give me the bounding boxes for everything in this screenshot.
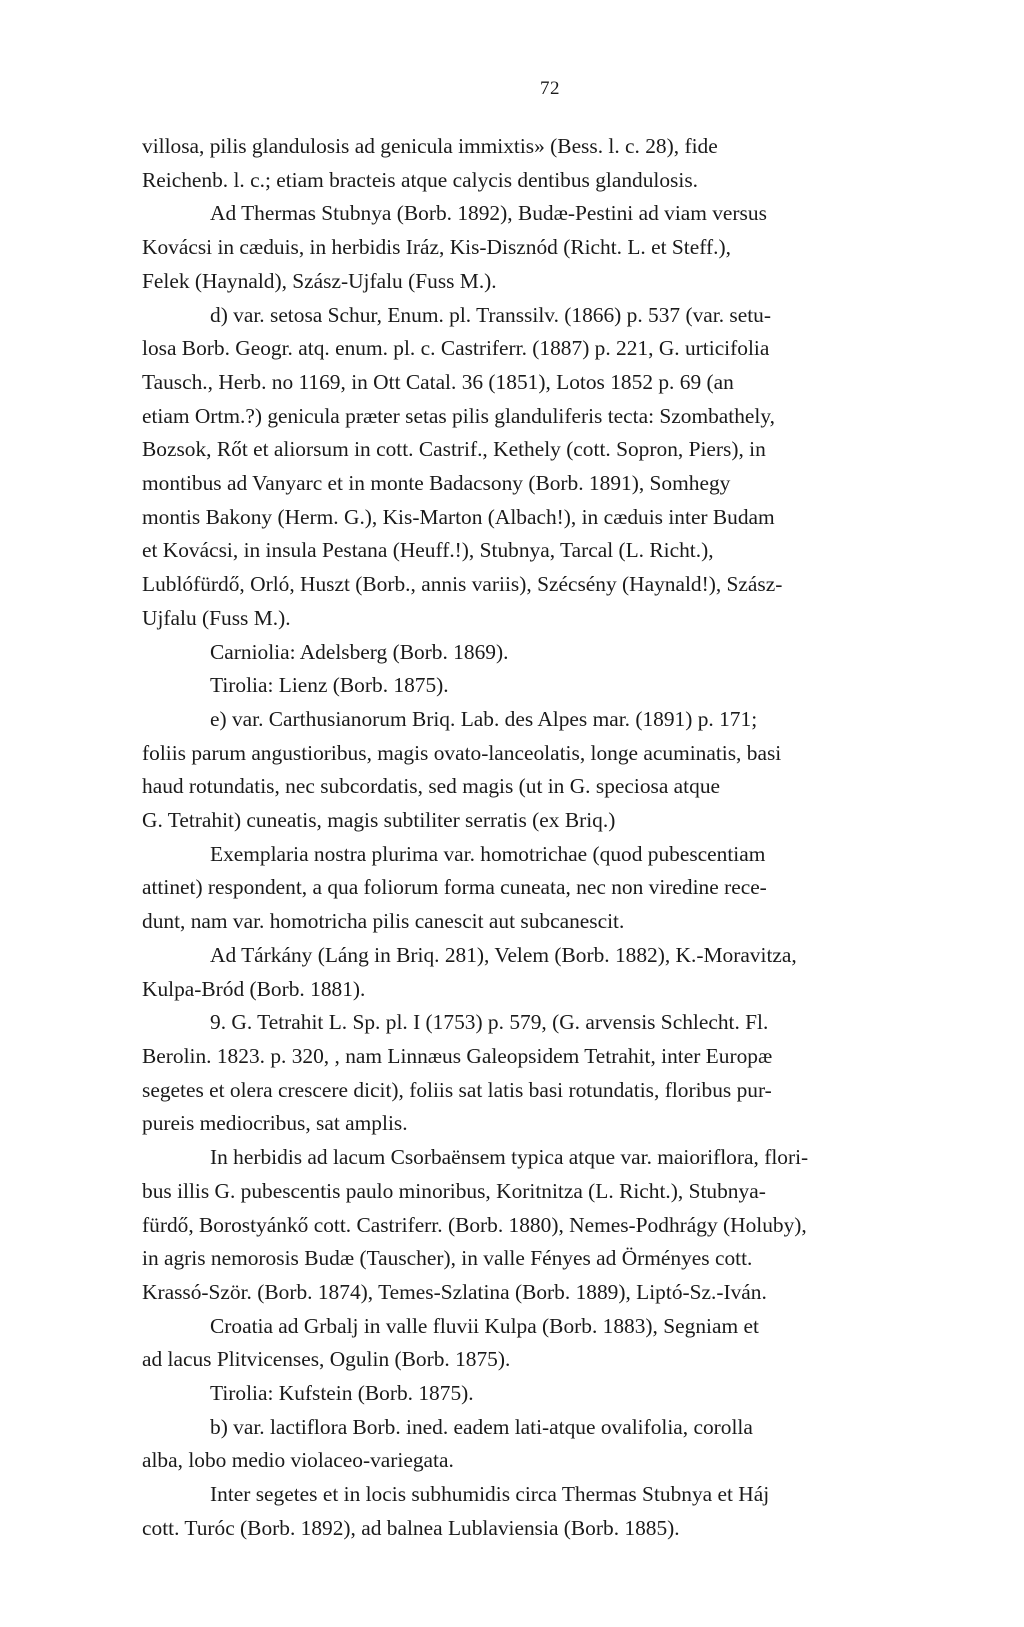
- text-line: et Kovácsi, in insula Pestana (Heuff.!), Stubnya, Tarcal (L. Richt.),: [142, 538, 714, 563]
- text-line: Bozsok, Rőt et aliorsum in cott. Castrif., Kethely (cott. Sopron, Piers), in: [142, 437, 766, 462]
- text-line: e) var. Carthusianorum Briq. Lab. des Alpes mar. (1891) p. 171;: [210, 706, 758, 731]
- text-line: bus illis G. pubescentis paulo minoribus, Koritnitza (L. Richt.), Stubnya-: [142, 1178, 766, 1203]
- text-line: Carniolia: Adelsberg (Borb. 1869).: [210, 639, 509, 664]
- text-line: haud rotundatis, nec subcordatis, sed magis (ut in G. speciosa atque: [142, 774, 721, 799]
- text-line: Croatia ad Grbalj in valle fluvii Kulpa (Borb. 1883), Segniam et: [210, 1313, 759, 1338]
- text-line: Inter segetes et in locis subhumidis circa Thermas Stubnya et Háj: [210, 1482, 770, 1507]
- body-text: [142, 130, 968, 1546]
- text-line: Reichenb. l. c.; etiam bracteis atque calycis dentibus glandulosis.: [142, 167, 698, 192]
- text-line: Tirolia: Kufstein (Borb. 1875).: [210, 1381, 474, 1406]
- text-line: 9. G. Tetrahit L. Sp. pl. I (1753) p. 579, (G. arvensis Schlecht. Fl.: [210, 1010, 769, 1035]
- text-line: Ad Thermas Stubnya (Borb. 1892), Budæ-Pestini ad viam versus: [210, 201, 767, 226]
- text-line: Ujfalu (Fuss M.).: [142, 605, 291, 630]
- text-line: montis Bakony (Herm. G.), Kis-Marton (Albach!), in cæduis inter Budam: [142, 504, 775, 529]
- text-line: G. Tetrahit) cuneatis, magis subtiliter serratis (ex Briq.): [142, 808, 616, 833]
- text-line: villosa, pilis glandulosis ad genicula immixtis» (Bess. l. c. 28), fide: [142, 134, 718, 158]
- text-line: ad lacus Plitvicenses, Ogulin (Borb. 1875).: [142, 1347, 511, 1372]
- text-line: montibus ad Vanyarc et in monte Badacsony (Borb. 1891), Somhegy: [142, 471, 731, 496]
- text-line: Exemplaria nostra plurima var. homotrichae (quod pubescentiam: [210, 841, 766, 866]
- text-line: Tausch., Herb. no 1169, in Ott Catal. 36 (1851), Lotos 1852 p. 69 (an: [142, 369, 734, 394]
- text-line: losa Borb. Geogr. atq. enum. pl. c. Castriferr. (1887) p. 221, G. urticifolia: [142, 336, 770, 361]
- text-line: Kulpa-Bród (Borb. 1881).: [142, 976, 366, 1001]
- page-number: 72: [540, 78, 560, 99]
- text-line: d) var. setosa Schur, Enum. pl. Transsilv. (1866) p. 537 (var. setu-: [210, 302, 771, 327]
- text-line: etiam Ortm.?) genicula præter setas pilis glanduliferis tecta: Szombathely,: [142, 403, 776, 428]
- text-line: Berolin. 1823. p. 320, , nam Linnæus Galeopsidem Tetrahit, inter Europæ: [142, 1043, 773, 1068]
- text-line: Felek (Haynald), Szász-Ujfalu (Fuss M.).: [142, 268, 497, 293]
- text-line: segetes et olera crescere dicit), foliis sat latis basi rotundatis, floribus pur-: [142, 1077, 772, 1102]
- text-line: fürdő, Borostyánkő cott. Castriferr. (Borb. 1880), Nemes-Podhrágy (Holuby),: [142, 1212, 807, 1237]
- text-line: Ad Tárkány (Láng in Briq. 281), Velem (Borb. 1882), K.-Moravitza,: [210, 942, 797, 967]
- text-line: Kovácsi in cæduis, in herbidis Iráz, Kis-Disznód (Richt. L. et Steff.),: [142, 235, 731, 260]
- text-line: In herbidis ad lacum Csorbaënsem typica atque var. maioriflora, flori-: [210, 1145, 809, 1170]
- text-line: Lublófürdő, Orló, Huszt (Borb., annis variis), Szécsény (Haynald!), Szász-: [142, 572, 783, 597]
- text-line: b) var. lactiflora Borb. ined. eadem lati-atque ovalifolia, corolla: [210, 1414, 753, 1439]
- text-line: attinet) respondent, a qua foliorum forma cuneata, nec non viredine rece-: [142, 875, 767, 900]
- text-line: dunt, nam var. homotricha pilis canescit aut subcanescit.: [142, 909, 625, 934]
- text-line: Tirolia: Lienz (Borb. 1875).: [210, 673, 449, 698]
- text-line: pureis mediocribus, sat amplis.: [142, 1111, 408, 1136]
- text-line: Krassó-Ször. (Borb. 1874), Temes-Szlatina (Borb. 1889), Liptó-Sz.-Iván.: [142, 1279, 767, 1304]
- text-line: in agris nemorosis Budæ (Tauscher), in valle Fényes ad Örményes cott.: [142, 1246, 753, 1271]
- text-line: foliis parum angustioribus, magis ovato-lanceolatis, longe acuminatis, basi: [142, 740, 782, 765]
- text-line: cott. Turóc (Borb. 1892), ad balnea Lublaviensia (Borb. 1885).: [142, 1515, 680, 1540]
- text-line: alba, lobo medio violaceo-variegata.: [142, 1448, 454, 1473]
